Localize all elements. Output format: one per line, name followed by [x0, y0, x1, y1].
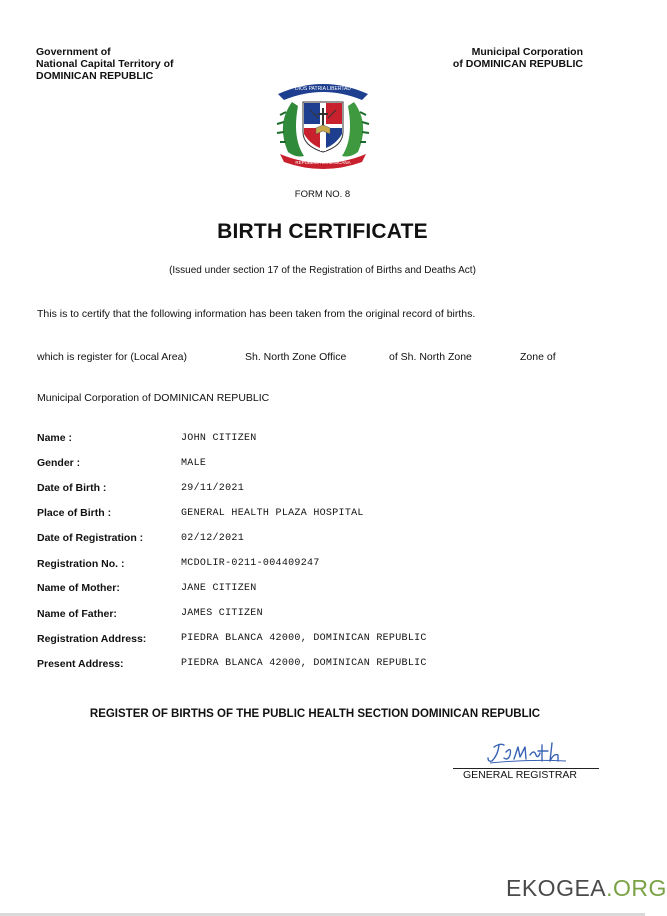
field-label-name: Name :	[37, 432, 73, 444]
local-area-label: which is register for (Local Area)	[37, 351, 187, 363]
certify-text: This is to certify that the following information has been taken from the original record of births.	[37, 308, 476, 320]
local-area-zone: of Sh. North Zone	[389, 351, 472, 363]
field-label-present-address: Present Address:	[37, 658, 124, 670]
header-left-line3: DOMINICAN REPUBLIC	[36, 70, 154, 82]
field-label-date-of-registration: Date of Registration :	[37, 532, 144, 544]
field-value-date-of-registration: 02/12/2021	[181, 533, 245, 544]
field-value-name: JOHN CITIZEN	[181, 433, 257, 444]
svg-text:REPUBLICA DOMINICANA: REPUBLICA DOMINICANA	[295, 160, 351, 165]
local-area-office: Sh. North Zone Office	[245, 351, 347, 363]
field-value-father: JAMES CITIZEN	[181, 608, 263, 619]
general-registrar-label: GENERAL REGISTRAR	[463, 769, 577, 781]
document-title: BIRTH CERTIFICATE	[217, 220, 428, 243]
field-label-gender: Gender :	[37, 457, 81, 469]
header-right-line2: of DOMINICAN REPUBLIC	[452, 58, 583, 70]
field-value-mother: JANE CITIZEN	[181, 583, 257, 594]
form-number: FORM NO. 8	[294, 189, 351, 200]
municipal-line: Municipal Corporation of DOMINICAN REPUBLIC	[37, 392, 270, 404]
issued-under-text: (Issued under section 17 of the Registration of Births and Deaths Act)	[169, 265, 476, 276]
field-label-registration-no: Registration No. :	[37, 558, 125, 570]
svg-text:DIOS PATRIA LIBERTAD: DIOS PATRIA LIBERTAD	[294, 86, 352, 92]
header-right-line1: Municipal Corporation	[471, 46, 583, 58]
watermark-text-suffix: .ORG	[606, 875, 667, 901]
field-value-present-address: PIEDRA BLANCA 42000, DOMINICAN REPUBLIC	[181, 658, 427, 669]
header-left-line1: Government of	[36, 46, 111, 58]
register-of-births-line: REGISTER OF BIRTHS OF THE PUBLIC HEALTH SECTION DOMINICAN REPUBLIC	[89, 708, 541, 720]
field-value-gender: MALE	[181, 458, 207, 469]
field-label-place-of-birth: Place of Birth :	[37, 507, 112, 519]
field-value-place-of-birth: GENERAL HEALTH PLAZA HOSPITAL	[181, 508, 364, 519]
field-label-father: Name of Father:	[37, 608, 117, 620]
signature-icon	[480, 737, 580, 767]
header-right	[453, 46, 583, 70]
field-value-registration-no: MCDOLIR-0211-004409247	[181, 558, 320, 569]
field-value-registration-address: PIEDRA BLANCA 42000, DOMINICAN REPUBLIC	[181, 633, 427, 644]
field-label-dob: Date of Birth :	[37, 482, 107, 494]
header-left-line2: National Capital Territory of	[36, 58, 174, 70]
field-label-registration-address: Registration Address:	[37, 633, 147, 645]
field-value-dob: 29/11/2021	[181, 483, 245, 494]
field-label-mother: Name of Mother:	[37, 582, 120, 594]
local-area-zone-of: Zone of	[520, 351, 556, 363]
watermark-text-main: EKOGEA	[506, 875, 607, 901]
header-left	[36, 46, 174, 82]
coat-of-arms-icon	[270, 72, 376, 174]
watermark-logo	[506, 875, 667, 902]
